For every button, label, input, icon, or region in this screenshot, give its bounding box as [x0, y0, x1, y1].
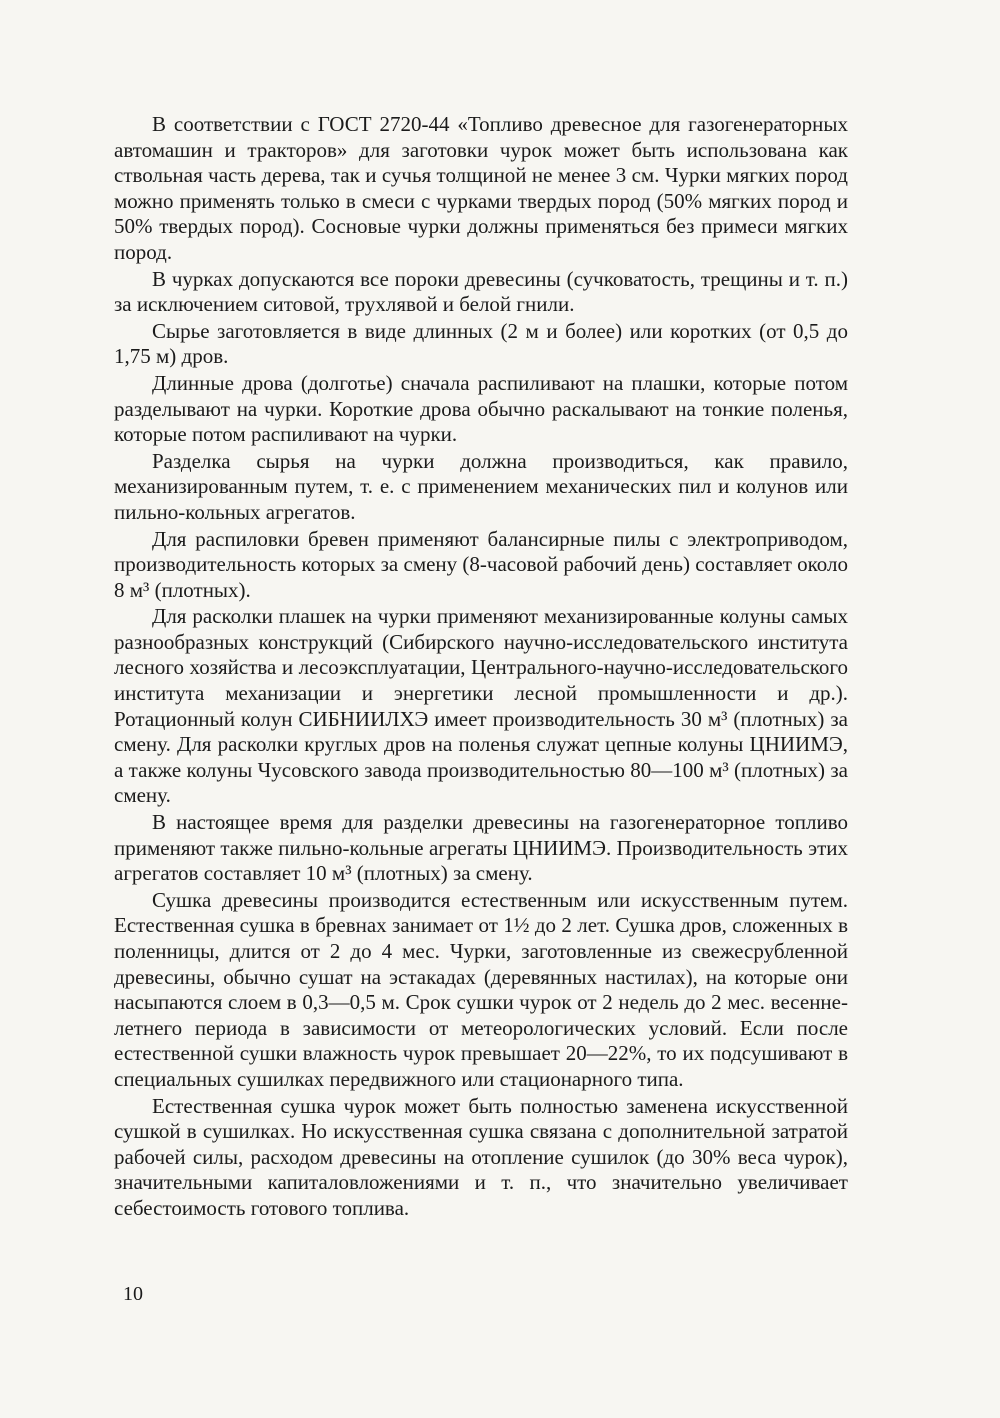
- paragraph-raw-material: Сырье заготовляется в виде длинных (2 м и более) или коротких (от 0,5 до 1,75 м) дров.: [114, 318, 848, 369]
- body-text: [114, 112, 848, 1223]
- paragraph-sawing: Для распиловки бревен применяют балансирные пилы с электроприводом, производительность которых за смену (8-часовой рабочий день) составляет около 8 м³ (плотных).: [114, 526, 848, 602]
- paragraph-saw-split-units: В настоящее время для разделки древесины на газогенераторное топливо применяют также пильно-кольные агрегаты ЦНИИМЭ. Производительность этих агрегатов составляет 10 м³ (плотных) за смену.: [114, 810, 848, 886]
- page-number: 10: [123, 1283, 143, 1305]
- paragraph-artificial-drying: Естественная сушка чурок может быть полностью заменена искусственной сушкой в сушилках. Но искусственная сушка связана с дополнительной затратой рабочей силы, расходом древесины на отопление сушилок (до 30% веса чурок), значительными капиталовложениями и т. п., что значительно увеличивает себестоимость готового топлива.: [114, 1093, 848, 1220]
- paragraph-mechanized-cutting: Разделка сырья на чурки должна производиться, как правило, механизированным путем, т. е. с применением механических пил и колунов или пильно-кольных агрегатов.: [114, 448, 848, 524]
- paragraph-long-firewood: Длинные дрова (долготье) сначала распиливают на плашки, которые потом разделывают на чурки. Короткие дрова обычно раскалывают на тонкие поленья, которые потом распиливают на чурки.: [114, 370, 848, 447]
- paragraph-gost-requirements: В соответствии с ГОСТ 2720-44 «Топливо древесное для газогенераторных автомашин и тракторов» для заготовки чурок может быть использована как ствольная часть дерева, так и сучья толщиной не менее 3 см. Чурки мягких пород можно применять только в смеси с чурками твердых пород (50% мягких пород и 50% твердых пород). Сосновые чурки должны применяться без примеси мягких пород.: [114, 112, 848, 264]
- paragraph-drying: Сушка древесины производится естественным или искусственным путем. Естественная сушка в бревнах занимает от 1½ до 2 лет. Сушка дров, сложенных в поленницы, длится от 2 до 4 мес. Чурки, заготовленные из свежесрубленной древесины, обычно сушат на эстакадах (деревянных настилах), на которые они насыпаются слоем в 0,3—0,5 м. Срок сушки чурок от 2 недель до 2 мес. весенне-летнего периода в зависимости от метеорологических условий. Если после естественной сушки влажность чурок превышает 20—22%, то их подсушивают в специальных сушилках передвижного или стационарного типа.: [114, 887, 848, 1091]
- paragraph-wood-defects: В чурках допускаются все пороки древесины (сучковатость, трещины и т. п.) за исключением ситовой, трухлявой и белой гнили.: [114, 266, 848, 317]
- paragraph-splitting: Для расколки плашек на чурки применяют механизированные колуны самых разнообразных конструкций (Сибирского научно-исследовательского института лесного хозяйства и лесоэксплуатации, Центрального-научно-исследовательского института механизации и энергетики лесной промышленности и др.). Ротационный колун СИБНИИЛХЭ имеет производительность 30 м³ (плотных) за смену. Для расколки круглых дров на поленья служат цепные колуны ЦНИИМЭ, а также колуны Чусовского завода производительностью 80—100 м³ (плотных) за смену.: [114, 604, 848, 808]
